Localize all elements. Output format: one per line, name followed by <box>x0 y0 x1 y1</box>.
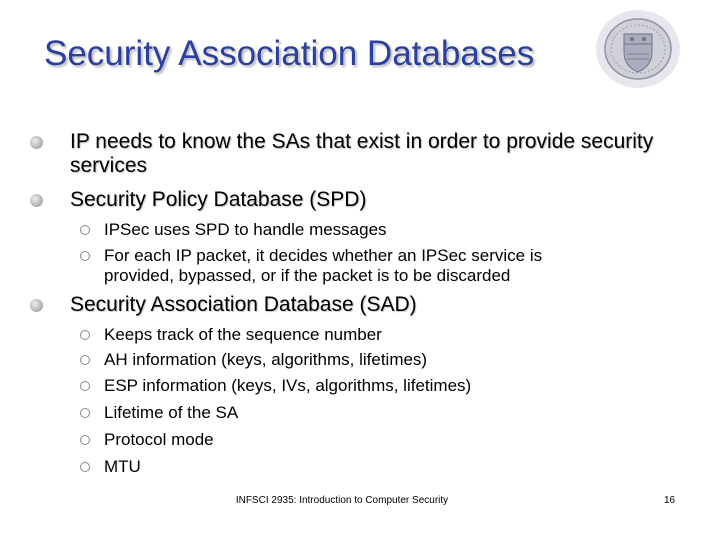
slide-title: Security Association Databases <box>44 34 535 73</box>
bullet-text: IP needs to know the SAs that exist in order to provide security services <box>70 130 654 177</box>
subitem-text: MTU <box>104 457 141 476</box>
slide-footer: INFSCI 2935: Introduction to Computer Security <box>235 495 449 506</box>
subitem-sad-mtu <box>104 457 574 477</box>
subitem-text: IPSec uses SPD to handle messages <box>104 220 387 239</box>
subitem-sad-sequence <box>104 325 574 345</box>
bullet-text: Security Policy Database (SPD) <box>70 188 367 211</box>
page-number: 16 <box>664 495 676 506</box>
sub-bullet-ring-icon <box>80 408 90 418</box>
sub-bullet-ring-icon <box>80 330 90 340</box>
subitem-text: Lifetime of the SA <box>104 403 239 422</box>
subitem-text: ESP information (keys, IVs, algorithms, lifetimes) <box>104 376 472 395</box>
sub-bullet-ring-icon <box>80 435 90 445</box>
sub-bullet-ring-icon <box>80 355 90 365</box>
sub-bullet-ring-icon <box>80 381 90 391</box>
subitem-text: AH information (keys, algorithms, lifetimes) <box>104 350 428 369</box>
bullet-spd <box>70 188 670 212</box>
sub-bullet-ring-icon <box>80 251 90 261</box>
subitem-sad-ah <box>104 350 574 370</box>
bullet-sad <box>70 293 670 317</box>
bullet-ip-sas <box>70 130 670 178</box>
university-seal-icon <box>594 8 682 90</box>
subitem-sad-protocol <box>104 430 574 450</box>
bullet-dot-icon <box>30 194 43 207</box>
subitem-spd-decides <box>104 246 574 286</box>
sub-bullet-ring-icon <box>80 462 90 472</box>
bullet-dot-icon <box>30 136 43 149</box>
subitem-text: For each IP packet, it decides whether an IPSec service is provided, bypassed, or if the packet is to be discarded <box>104 246 543 285</box>
bullet-dot-icon <box>30 299 43 312</box>
subitem-text: Keeps track of the sequence number <box>104 325 382 344</box>
subitem-text: Protocol mode <box>104 430 214 449</box>
subitem-spd-handle <box>104 220 574 240</box>
subitem-sad-esp <box>104 376 574 396</box>
sub-bullet-ring-icon <box>80 225 90 235</box>
subitem-sad-lifetime <box>104 403 574 423</box>
bullet-text: Security Association Database (SAD) <box>70 293 417 316</box>
